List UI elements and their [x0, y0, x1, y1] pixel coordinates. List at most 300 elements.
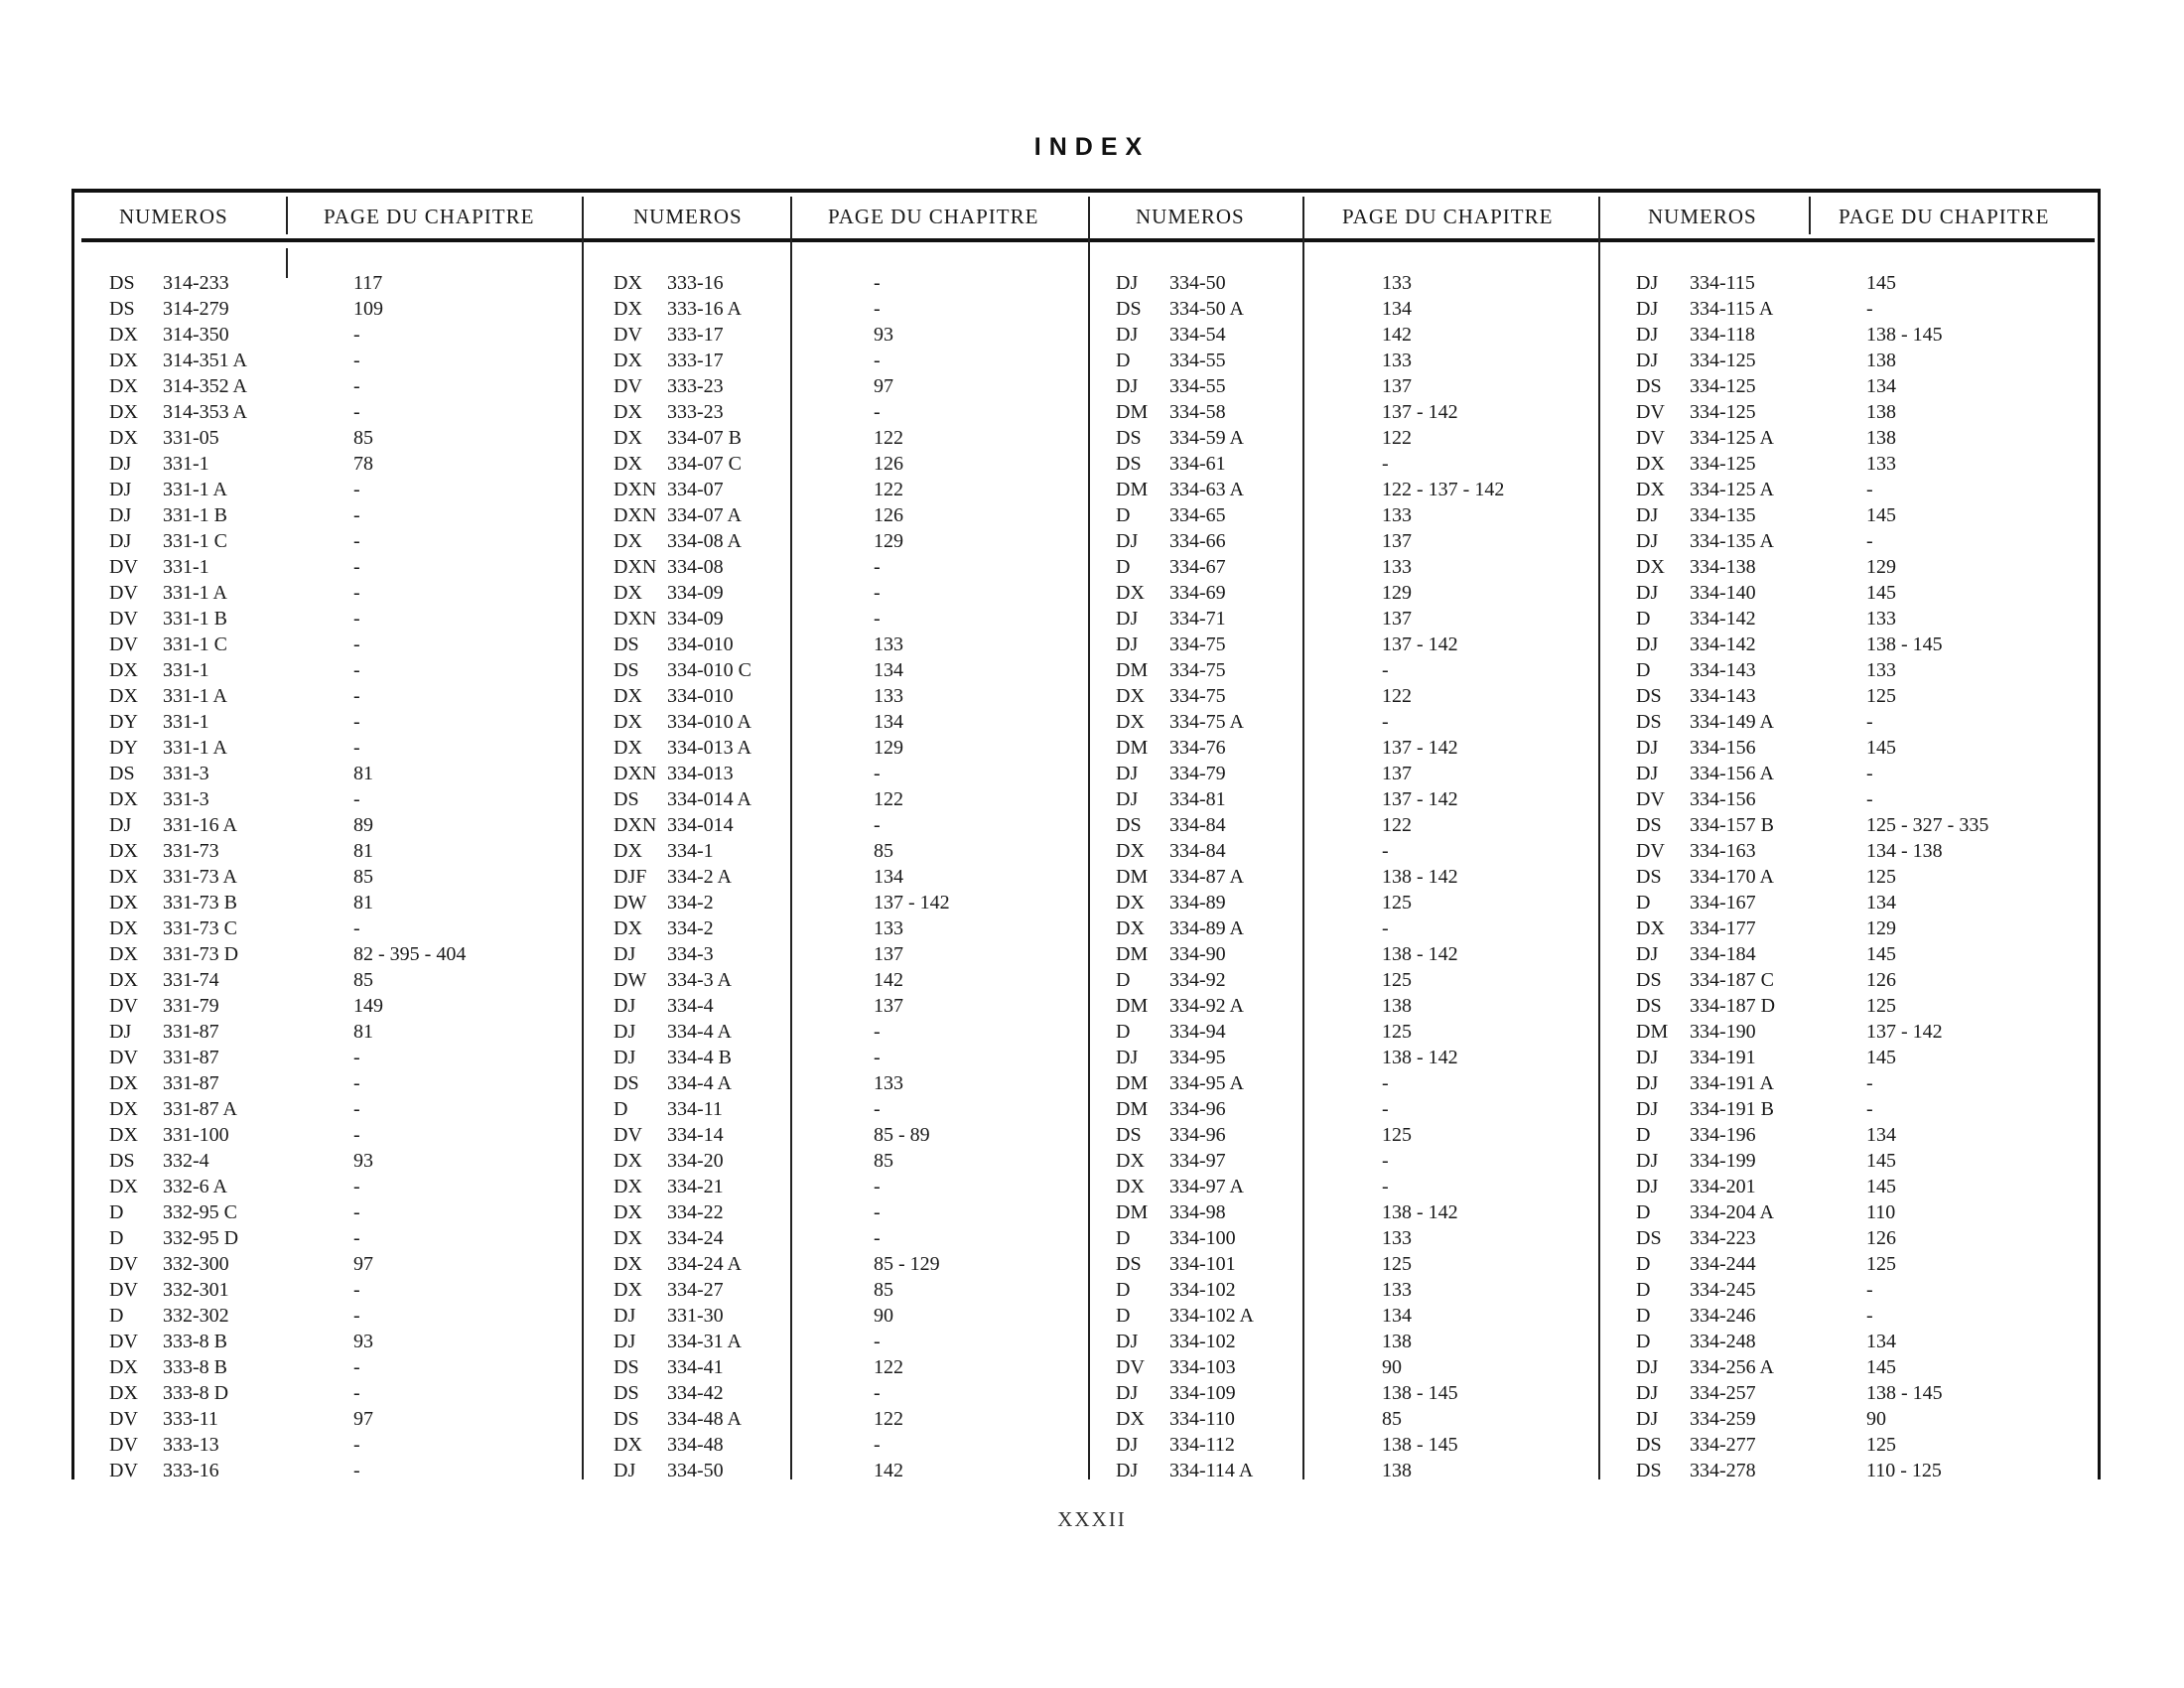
index-row — [1116, 1251, 1592, 1277]
reference-number: 331-1 — [163, 453, 209, 475]
index-row — [1636, 373, 2093, 399]
chapter-page: 125 — [1866, 1253, 1896, 1275]
series-prefix: DJ — [1116, 1434, 1139, 1456]
index-row — [614, 967, 1080, 993]
series-prefix: DV — [1636, 840, 1665, 862]
series-prefix: DX — [109, 375, 138, 397]
chapter-page: 93 — [874, 324, 893, 346]
index-row — [1636, 1199, 2093, 1225]
index-row — [1636, 1174, 2093, 1199]
series-prefix: DJ — [1636, 1408, 1659, 1430]
index-row — [614, 399, 1080, 425]
reference-number: 334-102 — [1169, 1331, 1236, 1352]
chapter-page: 137 - 142 — [1866, 1021, 1943, 1043]
chapter-page: 117 — [353, 272, 383, 294]
series-prefix: DX — [614, 298, 642, 320]
series-prefix: DJ — [614, 995, 636, 1017]
reference-number: 334-75 — [1169, 659, 1226, 681]
reference-number: 334-245 — [1690, 1279, 1756, 1301]
index-row — [1116, 632, 1592, 657]
reference-number: 334-2 — [667, 892, 714, 914]
series-prefix: DS — [1116, 814, 1142, 836]
chapter-page: 134 — [874, 866, 903, 888]
series-prefix: DJ — [1636, 530, 1659, 552]
index-row — [1116, 657, 1592, 683]
index-row — [1116, 812, 1592, 838]
divider-block2-3 — [1088, 197, 1090, 1479]
chapter-page: 125 — [1382, 1124, 1412, 1146]
reference-number: 334-142 — [1690, 608, 1756, 630]
chapter-page: - — [874, 1331, 881, 1352]
reference-number: 334-50 — [1169, 272, 1226, 294]
header-page-du-chapitre: PAGE DU CHAPITRE — [1342, 205, 1554, 228]
reference-number: 334-010 C — [667, 659, 751, 681]
chapter-page: - — [353, 1098, 360, 1120]
index-row — [1116, 348, 1592, 373]
series-prefix: DS — [1636, 1434, 1662, 1456]
series-prefix: DX — [614, 737, 642, 759]
chapter-page: - — [874, 763, 881, 784]
index-row — [1116, 425, 1592, 451]
reference-number: 334-257 — [1690, 1382, 1756, 1404]
chapter-page: 133 — [1382, 272, 1412, 294]
chapter-page: 137 - 142 — [1382, 788, 1458, 810]
series-prefix: DX — [1116, 1150, 1145, 1172]
reference-number: 334-156 — [1690, 737, 1756, 759]
chapter-page: - — [353, 530, 360, 552]
reference-number: 331-1 — [163, 556, 209, 578]
chapter-page: 85 - 129 — [874, 1253, 940, 1275]
reference-number: 334-22 — [667, 1201, 724, 1223]
reference-number: 334-013 A — [667, 737, 751, 759]
reference-number: 331-73 D — [163, 943, 239, 965]
chapter-page: 81 — [353, 1021, 373, 1043]
series-prefix: DJ — [1636, 1382, 1659, 1404]
index-row — [614, 1122, 1080, 1148]
reference-number: 331-1 A — [163, 737, 227, 759]
index-row — [109, 1045, 576, 1070]
reference-number: 331-1 B — [163, 504, 227, 526]
series-prefix: DV — [109, 1434, 138, 1456]
reference-number: 333-23 — [667, 401, 724, 423]
index-row — [614, 1148, 1080, 1174]
reference-number: 332-4 — [163, 1150, 209, 1172]
index-row — [614, 735, 1080, 761]
reference-number: 334-24 A — [667, 1253, 742, 1275]
header-page-du-chapitre: PAGE DU CHAPITRE — [828, 205, 1039, 228]
header-page-du-chapitre: PAGE DU CHAPITRE — [324, 205, 535, 228]
reference-number: 334-48 A — [667, 1408, 742, 1430]
series-prefix: DX — [109, 1356, 138, 1378]
chapter-page: 137 — [1382, 375, 1412, 397]
reference-number: 334-55 — [1169, 350, 1226, 371]
series-prefix: D — [1636, 1253, 1651, 1275]
series-prefix: DW — [614, 969, 647, 991]
reference-number: 332-302 — [163, 1305, 229, 1327]
series-prefix: DJ — [1636, 1072, 1659, 1094]
reference-number: 334-156 — [1690, 788, 1756, 810]
reference-number: 334-09 — [667, 608, 724, 630]
index-row — [1636, 761, 2093, 786]
series-prefix: DX — [109, 892, 138, 914]
reference-number: 334-191 A — [1690, 1072, 1774, 1094]
series-prefix: DXN — [614, 479, 657, 500]
index-row — [1636, 1406, 2093, 1432]
reference-number: 334-248 — [1690, 1331, 1756, 1352]
chapter-page: 125 - 327 - 335 — [1866, 814, 1989, 836]
series-prefix: DV — [614, 375, 642, 397]
chapter-page: 122 — [1382, 685, 1412, 707]
index-row — [1636, 1122, 2093, 1148]
reference-number: 334-112 — [1169, 1434, 1235, 1456]
series-prefix: DS — [1636, 685, 1662, 707]
chapter-page: - — [874, 608, 881, 630]
series-prefix: DM — [1116, 866, 1149, 888]
chapter-page: 149 — [353, 995, 383, 1017]
chapter-page: - — [353, 582, 360, 604]
series-prefix: DS — [614, 1356, 639, 1378]
index-row — [1116, 1122, 1592, 1148]
series-prefix: DX — [1636, 453, 1665, 475]
chapter-page: 138 - 145 — [1382, 1382, 1458, 1404]
series-prefix: DJ — [1636, 763, 1659, 784]
index-row — [109, 812, 576, 838]
series-prefix: DJ — [1116, 1047, 1139, 1068]
index-row — [614, 348, 1080, 373]
series-prefix: D — [1116, 556, 1131, 578]
series-prefix: DJ — [109, 814, 132, 836]
index-row — [1116, 1329, 1592, 1354]
chapter-page: 126 — [874, 504, 903, 526]
index-row — [1116, 1148, 1592, 1174]
chapter-page: 138 — [1866, 401, 1896, 423]
series-prefix: D — [1116, 504, 1131, 526]
chapter-page: 133 — [874, 685, 903, 707]
index-row — [614, 1354, 1080, 1380]
chapter-page: 138 — [1382, 995, 1412, 1017]
index-row — [1116, 1225, 1592, 1251]
series-prefix: DS — [1636, 814, 1662, 836]
index-row — [109, 993, 576, 1019]
reference-number: 333-13 — [163, 1434, 219, 1456]
chapter-page: 137 - 142 — [1382, 401, 1458, 423]
header-numeros: NUMEROS — [119, 205, 228, 228]
chapter-page: - — [1382, 1072, 1389, 1094]
reference-number: 334-65 — [1169, 504, 1226, 526]
reference-number: 334-115 — [1690, 272, 1755, 294]
chapter-page: 138 - 145 — [1866, 1382, 1943, 1404]
series-prefix: DX — [109, 685, 138, 707]
index-row — [1116, 451, 1592, 477]
chapter-page: 133 — [874, 1072, 903, 1094]
reference-number: 334-114 A — [1169, 1460, 1254, 1481]
reference-number: 334-115 A — [1690, 298, 1774, 320]
index-row — [1116, 1380, 1592, 1406]
index-row — [614, 1406, 1080, 1432]
header-numeros: NUMEROS — [1136, 205, 1245, 228]
chapter-page: - — [1382, 453, 1389, 475]
chapter-page: 133 — [1866, 453, 1896, 475]
series-prefix: DS — [614, 1382, 639, 1404]
index-row — [109, 1303, 576, 1329]
reference-number: 334-69 — [1169, 582, 1226, 604]
series-prefix: DW — [614, 892, 647, 914]
chapter-page: 134 — [1866, 1124, 1896, 1146]
reference-number: 334-4 A — [667, 1021, 732, 1043]
chapter-page: - — [874, 1176, 881, 1197]
index-row — [1636, 477, 2093, 502]
reference-number: 334-140 — [1690, 582, 1756, 604]
reference-number: 334-07 — [667, 479, 724, 500]
reference-number: 331-87 A — [163, 1098, 237, 1120]
chapter-page: - — [1866, 1098, 1873, 1120]
chapter-page: - — [1866, 530, 1873, 552]
series-prefix: DS — [1636, 375, 1662, 397]
chapter-page: 126 — [1866, 1227, 1896, 1249]
index-row — [109, 373, 576, 399]
index-row — [1116, 1432, 1592, 1458]
index-row — [1116, 864, 1592, 890]
reference-number: 334-177 — [1690, 917, 1756, 939]
index-row — [1116, 786, 1592, 812]
index-row — [1636, 451, 2093, 477]
series-prefix: DV — [109, 608, 138, 630]
reference-number: 334-278 — [1690, 1460, 1756, 1481]
index-row — [614, 451, 1080, 477]
index-row — [109, 838, 576, 864]
chapter-page: - — [353, 737, 360, 759]
reference-number: 314-279 — [163, 298, 229, 320]
series-prefix: DS — [109, 1150, 135, 1172]
reference-number: 331-1 — [163, 659, 209, 681]
series-prefix: DJ — [1636, 298, 1659, 320]
index-row — [614, 632, 1080, 657]
chapter-page: - — [353, 401, 360, 423]
chapter-page: 122 — [874, 1408, 903, 1430]
reference-number: 332-301 — [163, 1279, 229, 1301]
series-prefix: D — [109, 1305, 124, 1327]
chapter-page: 138 — [1382, 1331, 1412, 1352]
series-prefix: DV — [1116, 1356, 1145, 1378]
chapter-page: 122 — [1382, 427, 1412, 449]
chapter-page: 137 — [874, 995, 903, 1017]
reference-number: 334-95 — [1169, 1047, 1226, 1068]
reference-number: 334-014 A — [667, 788, 751, 810]
index-row — [109, 735, 576, 761]
index-row — [109, 657, 576, 683]
chapter-page: - — [353, 1176, 360, 1197]
reference-number: 334-277 — [1690, 1434, 1756, 1456]
index-row — [1636, 270, 2093, 296]
chapter-page: 125 — [1866, 1434, 1896, 1456]
reference-number: 334-138 — [1690, 556, 1756, 578]
chapter-page: - — [353, 375, 360, 397]
series-prefix: DJ — [1116, 1382, 1139, 1404]
reference-number: 334-31 A — [667, 1331, 742, 1352]
series-prefix: DJ — [614, 1021, 636, 1043]
chapter-page: - — [353, 1356, 360, 1378]
series-prefix: DV — [109, 1408, 138, 1430]
reference-number: 334-55 — [1169, 375, 1226, 397]
chapter-page: 110 — [1866, 1201, 1896, 1223]
reference-number: 334-4 B — [667, 1047, 732, 1068]
index-row — [1636, 1277, 2093, 1303]
index-row — [614, 993, 1080, 1019]
index-row — [109, 709, 576, 735]
reference-number: 334-256 A — [1690, 1356, 1774, 1378]
chapter-page: 138 — [1866, 350, 1896, 371]
reference-number: 334-125 — [1690, 401, 1756, 423]
series-prefix: D — [1116, 1305, 1131, 1327]
series-prefix: DJ — [109, 1021, 132, 1043]
series-prefix: DS — [1636, 1460, 1662, 1481]
series-prefix: DS — [1116, 1253, 1142, 1275]
series-prefix: DX — [109, 917, 138, 939]
index-row — [1636, 1354, 2093, 1380]
reference-number: 334-14 — [667, 1124, 724, 1146]
series-prefix: DM — [1116, 737, 1149, 759]
series-prefix: DJ — [1636, 582, 1659, 604]
chapter-page: 137 - 142 — [1382, 737, 1458, 759]
chapter-page: 129 — [1382, 582, 1412, 604]
index-row — [614, 838, 1080, 864]
chapter-page: - — [353, 1072, 360, 1094]
index-row — [1116, 761, 1592, 786]
index-row — [1636, 1096, 2093, 1122]
reference-number: 334-196 — [1690, 1124, 1756, 1146]
reference-number: 334-142 — [1690, 633, 1756, 655]
chapter-page: - — [874, 1201, 881, 1223]
series-prefix: DV — [109, 1047, 138, 1068]
reference-number: 334-84 — [1169, 814, 1226, 836]
reference-number: 334-41 — [667, 1356, 724, 1378]
series-prefix: DJ — [1636, 633, 1659, 655]
series-prefix: DXN — [614, 504, 657, 526]
series-prefix: DX — [1116, 711, 1145, 733]
reference-number: 333-8 B — [163, 1356, 227, 1378]
chapter-page: 134 — [1866, 375, 1896, 397]
chapter-page: 85 — [353, 427, 373, 449]
chapter-page: 133 — [1866, 659, 1896, 681]
index-row — [109, 348, 576, 373]
index-row — [109, 1122, 576, 1148]
series-prefix: D — [109, 1201, 124, 1223]
reference-number: 332-95 C — [163, 1201, 237, 1223]
chapter-page: - — [874, 350, 881, 371]
series-prefix: DXN — [614, 763, 657, 784]
series-prefix: DX — [614, 1253, 642, 1275]
chapter-page: 133 — [1382, 1227, 1412, 1249]
chapter-page: 85 - 89 — [874, 1124, 930, 1146]
reference-number: 334-184 — [1690, 943, 1756, 965]
series-prefix: D — [1116, 1279, 1131, 1301]
chapter-page: - — [353, 1047, 360, 1068]
chapter-page: 138 — [1866, 427, 1896, 449]
chapter-page: - — [874, 1382, 881, 1404]
reference-number: 334-187 C — [1690, 969, 1774, 991]
index-row — [614, 1096, 1080, 1122]
header-numeros: NUMEROS — [1648, 205, 1757, 228]
reference-number: 334-54 — [1169, 324, 1226, 346]
series-prefix: DJ — [1636, 1150, 1659, 1172]
series-prefix: DX — [109, 427, 138, 449]
chapter-page: 125 — [1866, 685, 1896, 707]
chapter-page: - — [1382, 659, 1389, 681]
reference-number: 331-3 — [163, 763, 209, 784]
index-row — [109, 1096, 576, 1122]
reference-number: 334-191 — [1690, 1047, 1756, 1068]
chapter-page: 122 — [874, 1356, 903, 1378]
chapter-page: - — [353, 633, 360, 655]
index-row — [109, 425, 576, 451]
index-row — [614, 683, 1080, 709]
chapter-page: 85 — [1382, 1408, 1402, 1430]
index-row — [1116, 1045, 1592, 1070]
chapter-page: 122 - 137 - 142 — [1382, 479, 1505, 500]
index-block-3 — [1116, 189, 1592, 1479]
index-row — [109, 1174, 576, 1199]
series-prefix: DY — [109, 737, 138, 759]
reference-number: 334-244 — [1690, 1253, 1756, 1275]
index-rows — [614, 270, 1080, 1483]
series-prefix: DJF — [614, 866, 647, 888]
index-row — [614, 1174, 1080, 1199]
index-row — [1116, 1070, 1592, 1096]
series-prefix: DJ — [614, 1460, 636, 1481]
series-prefix: DS — [1116, 427, 1142, 449]
reference-number: 331-73 B — [163, 892, 237, 914]
chapter-page: - — [353, 1434, 360, 1456]
reference-number: 334-201 — [1690, 1176, 1756, 1197]
chapter-page: - — [353, 350, 360, 371]
series-prefix: DXN — [614, 814, 657, 836]
chapter-page: - — [874, 1434, 881, 1456]
chapter-page: 133 — [1382, 1279, 1412, 1301]
reference-number: 331-87 — [163, 1047, 219, 1068]
series-prefix: DJ — [1116, 633, 1139, 655]
chapter-page: 89 — [353, 814, 373, 836]
chapter-page: 125 — [1382, 892, 1412, 914]
series-prefix: DV — [109, 1253, 138, 1275]
reference-number: 334-08 — [667, 556, 724, 578]
index-row — [109, 1354, 576, 1380]
reference-number: 334-67 — [1169, 556, 1226, 578]
series-prefix: D — [1636, 608, 1651, 630]
series-prefix: DJ — [1636, 737, 1659, 759]
reference-number: 334-125 — [1690, 453, 1756, 475]
index-row — [1636, 1303, 2093, 1329]
index-row — [109, 1380, 576, 1406]
chapter-page: 133 — [1866, 608, 1896, 630]
index-row — [1636, 554, 2093, 580]
index-row — [109, 1432, 576, 1458]
index-row — [614, 322, 1080, 348]
index-row — [614, 1458, 1080, 1483]
index-row — [614, 425, 1080, 451]
divider-block1-2 — [582, 197, 584, 1479]
reference-number: 334-07 C — [667, 453, 742, 475]
index-rows — [1636, 270, 2093, 1483]
index-row — [614, 812, 1080, 838]
header-numeros: NUMEROS — [633, 205, 743, 228]
series-prefix: DS — [1116, 453, 1142, 475]
series-prefix: D — [614, 1098, 628, 1120]
series-prefix: DS — [614, 633, 639, 655]
reference-number: 333-11 — [163, 1408, 218, 1430]
series-prefix: DM — [1116, 659, 1149, 681]
series-prefix: D — [1636, 1201, 1651, 1223]
series-prefix: DJ — [1636, 943, 1659, 965]
